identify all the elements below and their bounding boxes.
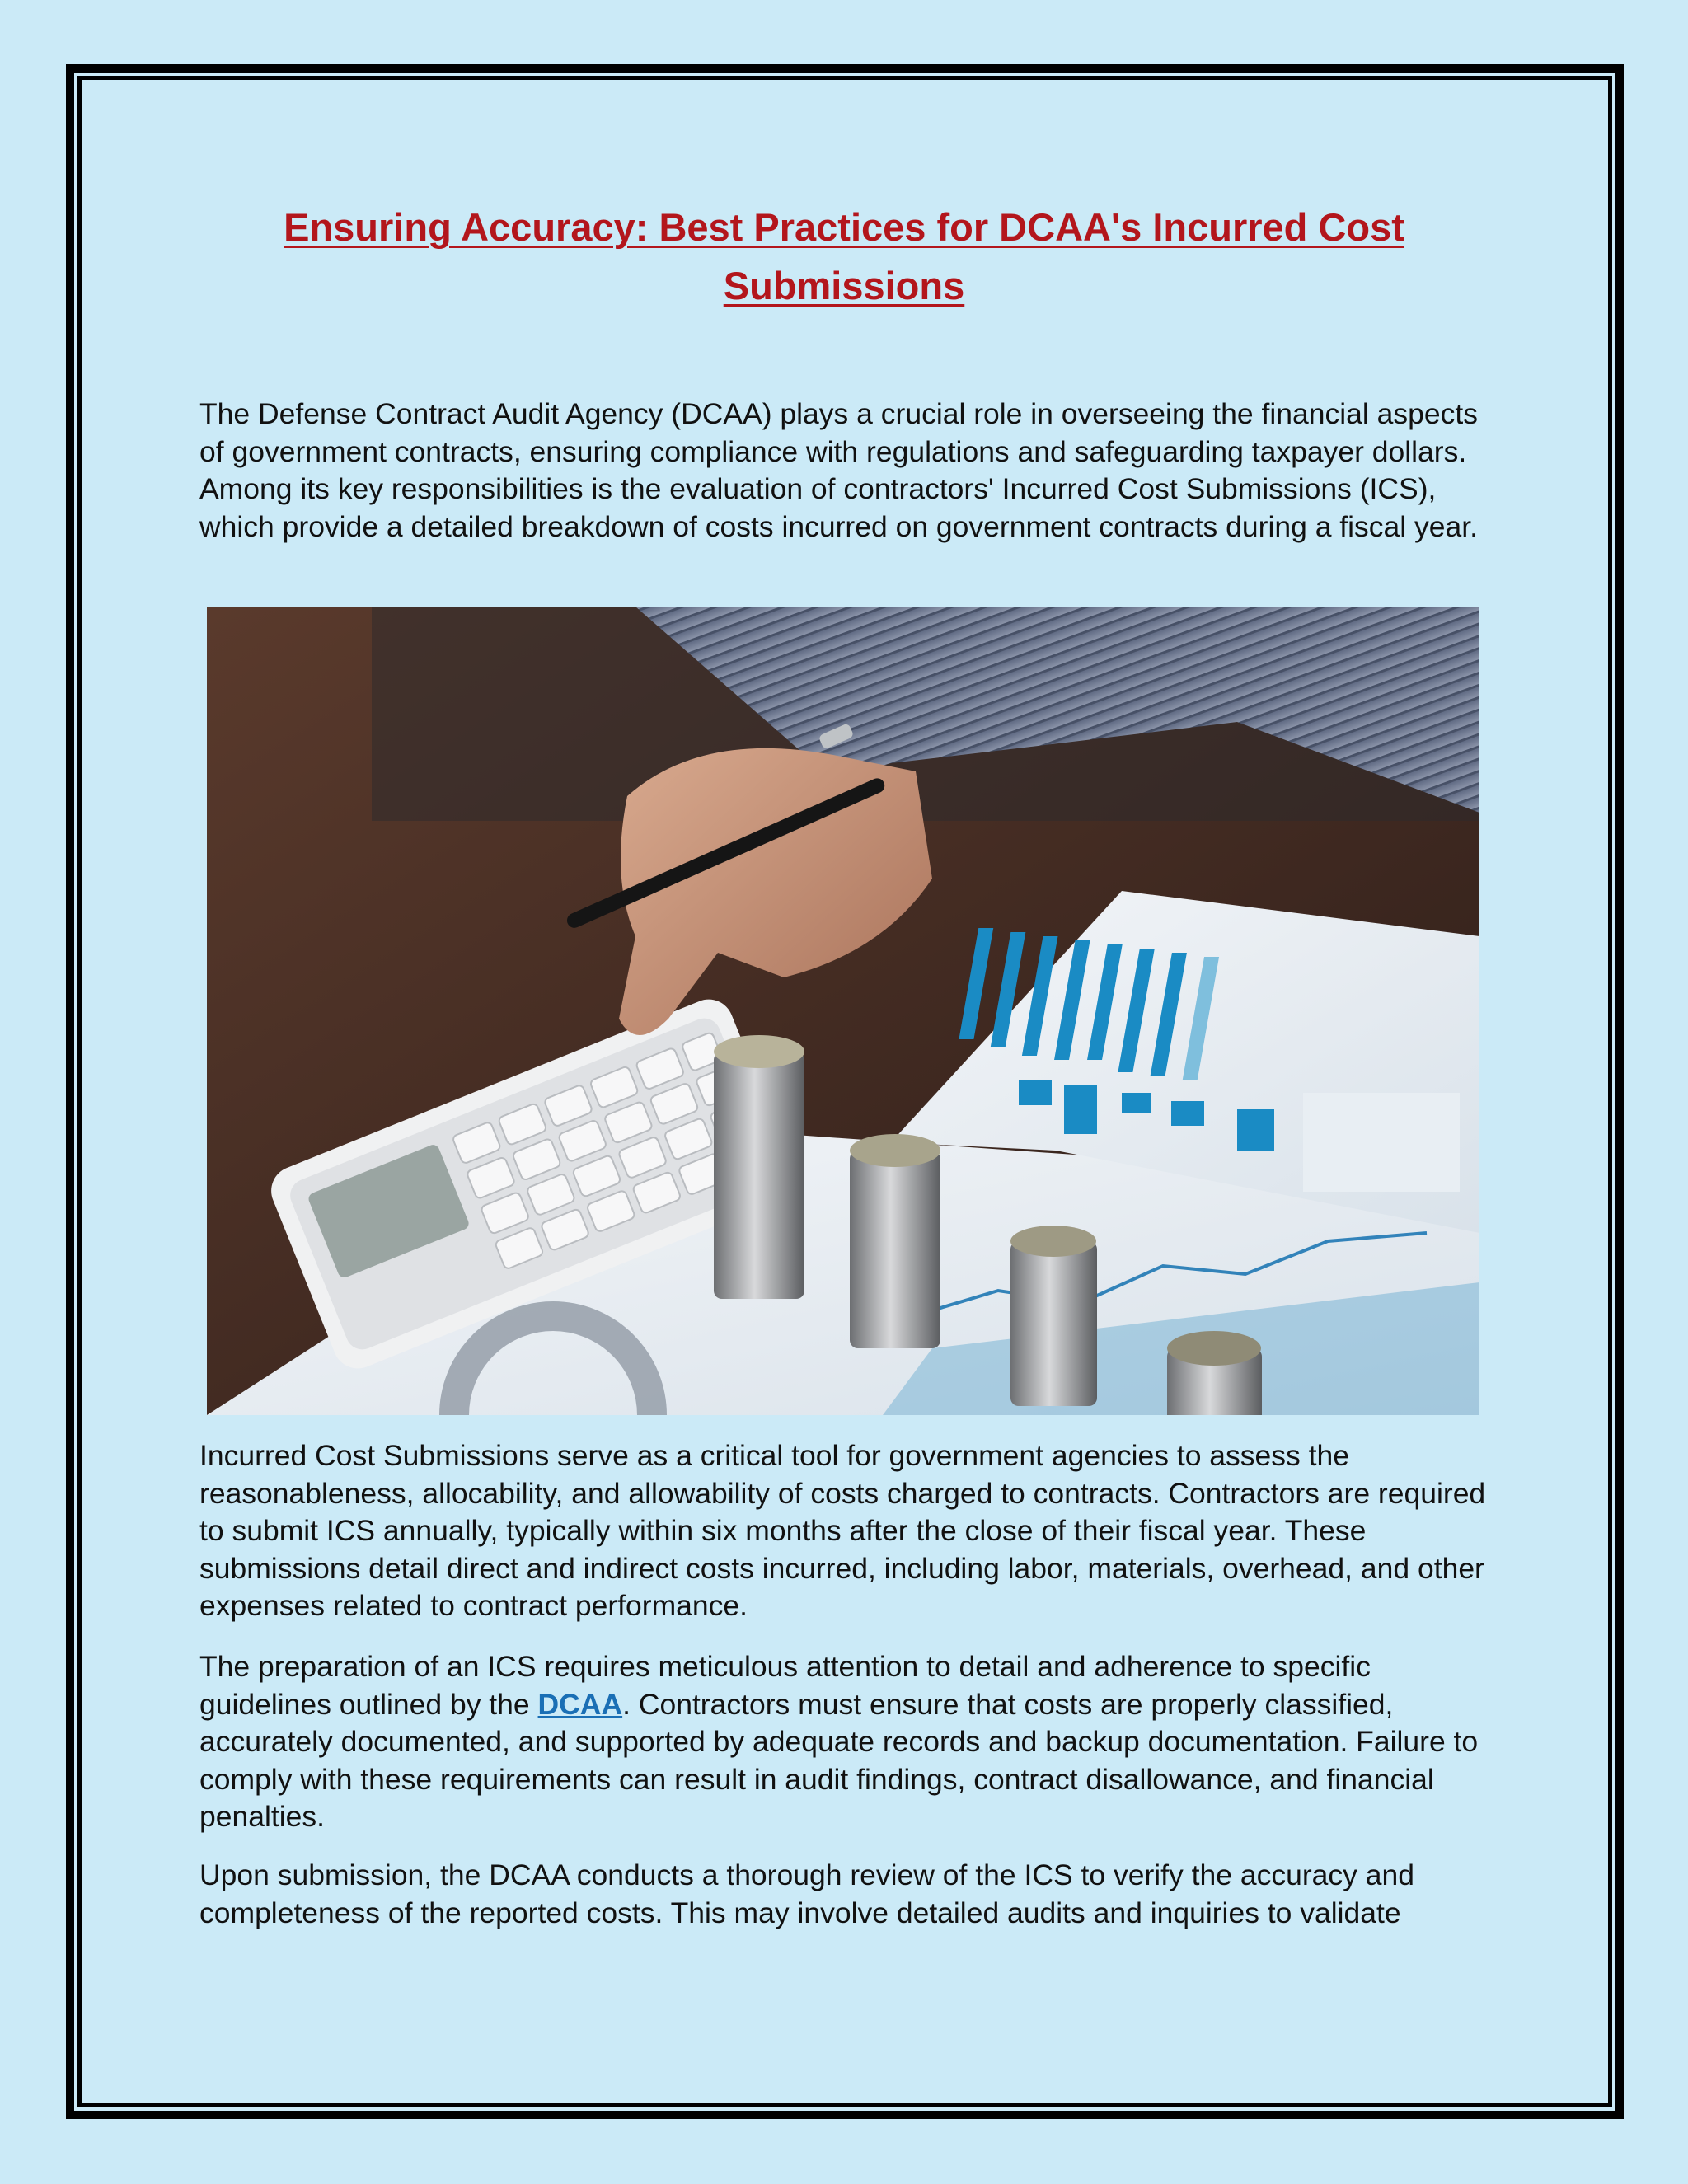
dcaa-link[interactable]: DCAA xyxy=(537,1687,623,1721)
paragraph-3-text-start: The preparation of an ICS requires meticulous attention to detail and adherence to specific guidelines outlined by the xyxy=(199,1650,1371,1721)
calculator-coins-chart-photo xyxy=(207,607,1479,1415)
ics-purpose-paragraph: Incurred Cost Submissions serve as a critical tool for government agencies to assess the reasonableness, allocability, and allowability of costs charged to contracts. Contractors are required to submit ICS annually, typically within six months after the close of their fiscal year. These submissions detail direct and indirect costs incurred, including labor, materials, overhead, and other expenses related to contract performance. xyxy=(199,1439,1486,1623)
intro-paragraph: The Defense Contract Audit Agency (DCAA) plays a crucial role in overseeing the financial aspects of government contracts, ensuring compliance with regulations and safeguarding taxpayer dollars. Among its key responsibilities is the evaluation of contractors' Incurred Cost Submissions (ICS), which provide a detailed breakdown of costs incurred on government contracts during a fiscal year. xyxy=(199,397,1479,543)
dcaa-review-paragraph: Upon submission, the DCAA conducts a thorough review of the ICS to verify the accuracy and completeness of the reported costs. This may involve detailed audits and inquiries to validate xyxy=(199,1858,1415,1929)
article-title: Ensuring Accuracy: Best Practices for DCAA's Incurred Cost Submissions xyxy=(284,205,1404,307)
ics-preparation-paragraph xyxy=(199,1648,1502,1836)
paragraph-3-text-end: . Contractors must ensure that costs are properly classified, accurately documented, and supported by adequate records and backup documentation. Failure to comply with these requirements can result in audit findings, contract disallowance, and financial penalties. xyxy=(199,1687,1479,1834)
